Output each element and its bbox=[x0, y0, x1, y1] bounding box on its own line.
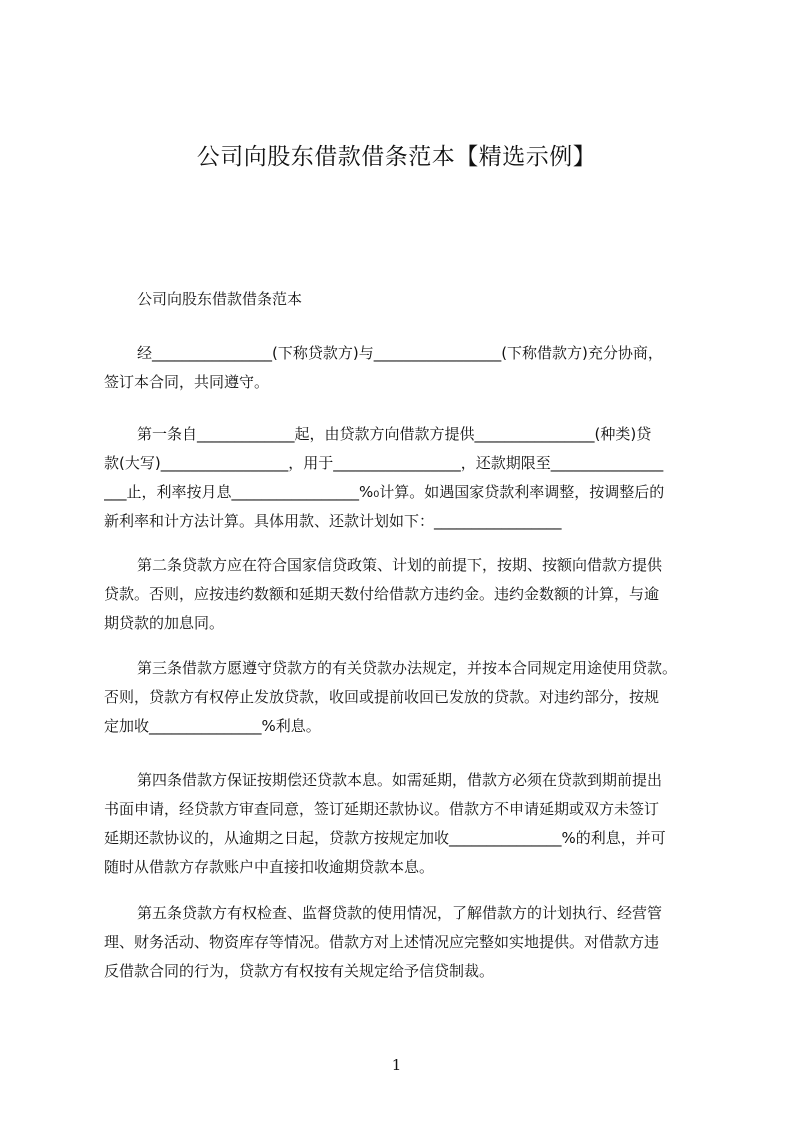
paragraph-line: ___止，利率按月息_________________%₀计算。如遇国家贷款利率调整，按调整后的 bbox=[104, 483, 665, 501]
paragraph-line: 贷款。否则，应按违约数额和延期天数付给借款方违约金。违约金数额的计算，与逾 bbox=[104, 585, 660, 603]
paragraph-line: 第一条自_____________起，由贷款方向借款方提供________________(种类)贷 bbox=[137, 425, 652, 443]
paragraph-article-2 bbox=[104, 551, 700, 638]
paragraph-line: 第四条借款方保证按期偿还贷款本息。如需延期，借款方必须在贷款到期前提出 bbox=[137, 771, 663, 789]
paragraph-article-1 bbox=[104, 420, 700, 536]
paragraph-line: 书面申请，经贷款方审查同意，签订延期还款协议。借款方不申请延期或双方未签订 bbox=[104, 800, 660, 818]
paragraph-line: 款(大写)_________________，用于_________________，还款期限至_______________ bbox=[104, 454, 664, 472]
paragraph-line: 签订本合同，共同遵守。 bbox=[104, 373, 270, 391]
paragraph-line: 否则，贷款方有权停止发放贷款，收回或提前收回已发放的贷款。对违约部分，按规 bbox=[104, 688, 660, 706]
document-subtitle: 公司向股东借款借条范本 bbox=[137, 290, 303, 308]
paragraph-intro bbox=[104, 339, 700, 397]
paragraph-line: 第三条借款方愿遵守贷款方的有关贷款办法规定，并按本合同规定用途使用贷款。 bbox=[137, 659, 678, 677]
paragraph-line: 期贷款的加息同。 bbox=[104, 614, 225, 632]
document-title: 公司向股东借款借条范本【精选示例】 bbox=[196, 144, 597, 170]
paragraph-article-4 bbox=[104, 766, 700, 882]
paragraph-line: 理、财务活动、物资库存等情况。借款方对上述情况应完整如实地提供。对借款方违 bbox=[104, 933, 660, 951]
paragraph-line: 定加收_______________%利息。 bbox=[104, 717, 321, 735]
paragraph-line: 反借款合同的行为，贷款方有权按有关规定给予信贷制裁。 bbox=[104, 962, 495, 980]
paragraph-line: 第五条贷款方有权检查、监督贷款的使用情况，了解借款方的计划执行、经营管 bbox=[137, 904, 663, 922]
paragraph-line: 新利率和计方法计算。具体用款、还款计划如下：_________________ bbox=[104, 512, 562, 530]
paragraph-line: 随时从借款方存款账户中直接扣收逾期贷款本息。 bbox=[104, 858, 435, 876]
paragraph-line: 延期还款协议的，从逾期之日起，贷款方按规定加收_______________%的利息，并可 bbox=[104, 829, 666, 847]
paragraph-article-3 bbox=[104, 654, 700, 741]
paragraph-article-5 bbox=[104, 899, 700, 986]
paragraph-line: 第二条贷款方应在符合国家信贷政策、计划的前提下，按期、按额向借款方提供 bbox=[137, 556, 663, 574]
page-number: 1 bbox=[391, 1056, 402, 1074]
paragraph-line: 经________________(下称贷款方)与_________________(下称借款方)充分协商， bbox=[137, 344, 663, 362]
